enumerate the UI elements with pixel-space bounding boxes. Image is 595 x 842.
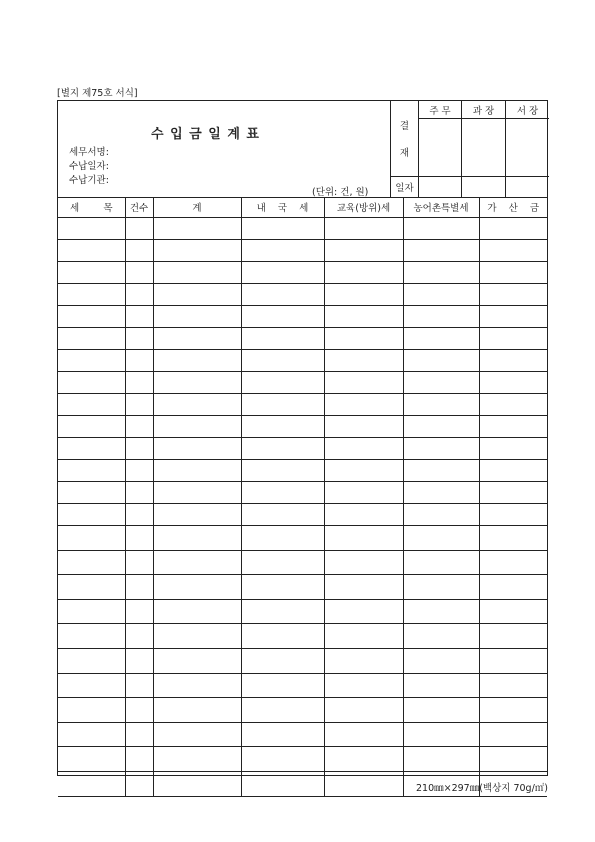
table-header-row xyxy=(58,197,547,218)
table-cell[interactable] xyxy=(403,438,479,460)
table-cell[interactable] xyxy=(153,350,241,372)
table-row xyxy=(58,460,547,482)
col-total: 계 xyxy=(153,197,241,218)
table-cell[interactable] xyxy=(324,240,403,262)
table-cell[interactable] xyxy=(153,504,241,526)
table-cell[interactable] xyxy=(324,526,403,551)
table-cell[interactable] xyxy=(153,460,241,482)
table-cell[interactable] xyxy=(479,575,547,600)
table-cell[interactable] xyxy=(125,747,153,772)
paper-spec: 210㎜×297㎜(백상지 70g/㎡) xyxy=(415,783,548,794)
table-cell[interactable] xyxy=(241,648,324,673)
col-count: 건수 xyxy=(125,197,153,218)
table-cell[interactable] xyxy=(324,262,403,284)
table-cell[interactable] xyxy=(241,240,324,262)
table-cell[interactable] xyxy=(125,328,153,350)
table-cell[interactable] xyxy=(58,526,125,551)
table-row xyxy=(58,482,547,504)
table-cell[interactable] xyxy=(125,575,153,600)
table-cell[interactable] xyxy=(403,306,479,328)
table-row xyxy=(58,575,547,600)
table-cell[interactable] xyxy=(153,416,241,438)
table-cell[interactable] xyxy=(153,624,241,649)
table-cell[interactable] xyxy=(58,504,125,526)
table-cell[interactable] xyxy=(324,747,403,772)
table-row xyxy=(58,438,547,460)
table-cell[interactable] xyxy=(403,328,479,350)
table-cell[interactable] xyxy=(153,526,241,551)
table-cell[interactable] xyxy=(324,328,403,350)
table-cell[interactable] xyxy=(153,698,241,723)
table-cell[interactable] xyxy=(241,575,324,600)
table-cell[interactable] xyxy=(324,438,403,460)
table-cell[interactable] xyxy=(479,218,547,240)
table-row xyxy=(58,648,547,673)
approval-label-top: 결 xyxy=(399,120,410,132)
table-cell[interactable] xyxy=(58,747,125,772)
table-cell[interactable] xyxy=(479,350,547,372)
table-cell[interactable] xyxy=(403,624,479,649)
table-cell[interactable] xyxy=(324,673,403,698)
table-cell[interactable] xyxy=(125,526,153,551)
approval-date-director[interactable] xyxy=(506,177,549,197)
approval-header-director: 서 장 xyxy=(506,101,549,119)
table-cell[interactable] xyxy=(324,394,403,416)
table-row xyxy=(58,599,547,624)
table-row xyxy=(58,328,547,350)
table-cell[interactable] xyxy=(324,648,403,673)
table-cell[interactable] xyxy=(125,372,153,394)
table-cell[interactable] xyxy=(241,438,324,460)
table-cell[interactable] xyxy=(58,673,125,698)
table-cell[interactable] xyxy=(125,438,153,460)
table-cell[interactable] xyxy=(58,262,125,284)
approval-sign-director[interactable] xyxy=(506,119,549,177)
table-cell[interactable] xyxy=(58,648,125,673)
table-cell[interactable] xyxy=(58,722,125,747)
table-cell[interactable] xyxy=(153,771,241,796)
receiving-institution-field[interactable]: 수납기관: xyxy=(69,175,109,186)
table-cell[interactable] xyxy=(241,416,324,438)
table-cell[interactable] xyxy=(324,372,403,394)
col-tax-item: 세 목 xyxy=(58,197,125,218)
table-cell[interactable] xyxy=(241,771,324,796)
col-education-tax: 교육(방위)세 xyxy=(324,197,403,218)
table-cell[interactable] xyxy=(125,722,153,747)
table-cell[interactable] xyxy=(403,526,479,551)
table-cell[interactable] xyxy=(479,624,547,649)
table-cell[interactable] xyxy=(403,482,479,504)
table-cell[interactable] xyxy=(324,698,403,723)
table-cell[interactable] xyxy=(58,575,125,600)
form-number-label: [별지 제75호 서식] xyxy=(57,88,138,99)
table-cell[interactable] xyxy=(479,416,547,438)
table-cell[interactable] xyxy=(58,550,125,575)
table-row xyxy=(58,747,547,772)
table-cell[interactable] xyxy=(153,550,241,575)
table-cell[interactable] xyxy=(479,673,547,698)
table-cell[interactable] xyxy=(241,262,324,284)
table-cell[interactable] xyxy=(125,284,153,306)
table-cell[interactable] xyxy=(58,624,125,649)
table-cell[interactable] xyxy=(153,394,241,416)
table-cell[interactable] xyxy=(403,372,479,394)
table-cell[interactable] xyxy=(479,328,547,350)
table-cell[interactable] xyxy=(403,673,479,698)
table-cell[interactable] xyxy=(479,722,547,747)
table-cell[interactable] xyxy=(324,306,403,328)
table-cell[interactable] xyxy=(324,504,403,526)
table-cell[interactable] xyxy=(241,526,324,551)
daily-revenue-form xyxy=(57,100,548,776)
table-cell[interactable] xyxy=(479,372,547,394)
table-row xyxy=(58,372,547,394)
table-cell[interactable] xyxy=(324,771,403,796)
table-cell[interactable] xyxy=(241,460,324,482)
table-cell[interactable] xyxy=(241,284,324,306)
table-cell[interactable] xyxy=(479,648,547,673)
approval-date-label: 일자 xyxy=(390,177,419,197)
unit-note: (단위: 건, 원) xyxy=(312,187,369,198)
table-cell[interactable] xyxy=(58,416,125,438)
table-cell[interactable] xyxy=(58,284,125,306)
table-row xyxy=(58,698,547,723)
table-cell[interactable] xyxy=(479,438,547,460)
table-row xyxy=(58,218,547,240)
table-cell[interactable] xyxy=(241,482,324,504)
table-cell[interactable] xyxy=(125,218,153,240)
table-cell[interactable] xyxy=(324,416,403,438)
table-cell[interactable] xyxy=(324,599,403,624)
table-cell[interactable] xyxy=(241,306,324,328)
table-cell[interactable] xyxy=(58,698,125,723)
table-cell[interactable] xyxy=(58,372,125,394)
table-cell[interactable] xyxy=(58,482,125,504)
table-cell[interactable] xyxy=(403,416,479,438)
table-cell[interactable] xyxy=(125,240,153,262)
table-cell[interactable] xyxy=(58,771,125,796)
col-rural-special-tax: 농어촌특별세 xyxy=(403,197,479,218)
table-cell[interactable] xyxy=(125,482,153,504)
table-row xyxy=(58,394,547,416)
table-row xyxy=(58,624,547,649)
table-cell[interactable] xyxy=(241,394,324,416)
table-cell[interactable] xyxy=(153,262,241,284)
table-cell[interactable] xyxy=(324,575,403,600)
table-row xyxy=(58,350,547,372)
table-cell[interactable] xyxy=(403,599,479,624)
table-cell[interactable] xyxy=(153,438,241,460)
table-cell[interactable] xyxy=(125,350,153,372)
table-cell[interactable] xyxy=(479,460,547,482)
table-cell[interactable] xyxy=(153,372,241,394)
table-cell[interactable] xyxy=(479,482,547,504)
table-row xyxy=(58,504,547,526)
table-cell[interactable] xyxy=(403,575,479,600)
table-cell[interactable] xyxy=(125,416,153,438)
table-cell[interactable] xyxy=(241,599,324,624)
table-cell[interactable] xyxy=(58,599,125,624)
table-cell[interactable] xyxy=(403,394,479,416)
table-cell[interactable] xyxy=(125,673,153,698)
table-cell[interactable] xyxy=(125,698,153,723)
table-cell[interactable] xyxy=(324,460,403,482)
table-row xyxy=(58,262,547,284)
table-cell[interactable] xyxy=(125,460,153,482)
table-cell[interactable] xyxy=(241,550,324,575)
approval-sign-chief[interactable] xyxy=(419,119,462,177)
table-cell[interactable] xyxy=(58,240,125,262)
table-cell[interactable] xyxy=(479,306,547,328)
table-row xyxy=(58,550,547,575)
table-cell[interactable] xyxy=(479,240,547,262)
table-cell[interactable] xyxy=(324,482,403,504)
receipt-date-field[interactable]: 수납일자: xyxy=(69,161,109,172)
table-cell[interactable] xyxy=(403,284,479,306)
table-cell[interactable] xyxy=(125,504,153,526)
approval-header-section-head: 과 장 xyxy=(462,101,506,119)
approval-date-section-head[interactable] xyxy=(462,177,506,197)
form-header xyxy=(58,101,547,198)
table-row xyxy=(58,284,547,306)
table-cell[interactable] xyxy=(324,218,403,240)
approval-label-bottom: 재 xyxy=(399,148,410,160)
table-cell[interactable] xyxy=(324,722,403,747)
table-cell[interactable] xyxy=(241,504,324,526)
table-cell[interactable] xyxy=(241,372,324,394)
table-cell[interactable] xyxy=(241,350,324,372)
table-cell[interactable] xyxy=(153,218,241,240)
table-cell[interactable] xyxy=(153,575,241,600)
table-row xyxy=(58,526,547,551)
table-cell[interactable] xyxy=(125,771,153,796)
table-cell[interactable] xyxy=(403,460,479,482)
table-cell[interactable] xyxy=(58,328,125,350)
table-cell[interactable] xyxy=(403,747,479,772)
table-cell[interactable] xyxy=(153,599,241,624)
table-cell[interactable] xyxy=(324,624,403,649)
table-cell[interactable] xyxy=(125,306,153,328)
table-cell[interactable] xyxy=(479,698,547,723)
tax-office-field[interactable]: 세무서명: xyxy=(69,147,109,158)
table-cell[interactable] xyxy=(403,350,479,372)
table-cell[interactable] xyxy=(125,550,153,575)
table-cell[interactable] xyxy=(153,722,241,747)
table-row xyxy=(58,240,547,262)
table-cell[interactable] xyxy=(241,218,324,240)
table-cell[interactable] xyxy=(403,722,479,747)
table-cell[interactable] xyxy=(241,673,324,698)
table-cell[interactable] xyxy=(153,482,241,504)
table-row xyxy=(58,722,547,747)
table-cell[interactable] xyxy=(403,240,479,262)
table-cell[interactable] xyxy=(241,624,324,649)
table-cell[interactable] xyxy=(153,673,241,698)
col-additional-charge: 가 산 금 xyxy=(479,197,547,218)
table-cell[interactable] xyxy=(153,648,241,673)
table-cell[interactable] xyxy=(241,747,324,772)
table-cell[interactable] xyxy=(58,350,125,372)
approval-date-chief[interactable] xyxy=(419,177,462,197)
table-cell[interactable] xyxy=(153,747,241,772)
table-cell[interactable] xyxy=(153,240,241,262)
table-cell[interactable] xyxy=(58,394,125,416)
table-cell[interactable] xyxy=(125,262,153,284)
table-cell[interactable] xyxy=(241,722,324,747)
table-cell[interactable] xyxy=(324,550,403,575)
col-domestic-tax: 내 국 세 xyxy=(241,197,324,218)
table-cell[interactable] xyxy=(241,698,324,723)
approval-sign-section-head[interactable] xyxy=(462,119,506,177)
table-cell[interactable] xyxy=(403,218,479,240)
table-cell[interactable] xyxy=(479,504,547,526)
table-cell[interactable] xyxy=(479,599,547,624)
approval-label xyxy=(390,101,419,177)
table-cell[interactable] xyxy=(125,648,153,673)
approval-box xyxy=(390,101,549,197)
table-cell[interactable] xyxy=(479,550,547,575)
table-cell[interactable] xyxy=(324,350,403,372)
table-cell[interactable] xyxy=(125,394,153,416)
table-cell[interactable] xyxy=(153,284,241,306)
table-cell[interactable] xyxy=(241,328,324,350)
table-cell[interactable] xyxy=(403,504,479,526)
table-cell[interactable] xyxy=(125,599,153,624)
table-cell[interactable] xyxy=(153,328,241,350)
table-row xyxy=(58,306,547,328)
table-cell[interactable] xyxy=(58,218,125,240)
table-cell[interactable] xyxy=(403,262,479,284)
table-cell[interactable] xyxy=(125,624,153,649)
approval-header-chief: 주 무 xyxy=(419,101,462,119)
table-cell[interactable] xyxy=(58,306,125,328)
form-title: 수 입 금 일 계 표 xyxy=(151,127,260,142)
table-cell[interactable] xyxy=(403,550,479,575)
table-cell[interactable] xyxy=(479,284,547,306)
table-cell[interactable] xyxy=(403,698,479,723)
table-row xyxy=(58,673,547,698)
table-cell[interactable] xyxy=(479,262,547,284)
table-cell[interactable] xyxy=(58,460,125,482)
table-cell[interactable] xyxy=(479,747,547,772)
table-cell[interactable] xyxy=(58,438,125,460)
revenue-table xyxy=(58,197,547,797)
table-row xyxy=(58,416,547,438)
table-cell[interactable] xyxy=(479,526,547,551)
table-cell[interactable] xyxy=(153,306,241,328)
table-cell[interactable] xyxy=(479,394,547,416)
table-cell[interactable] xyxy=(403,648,479,673)
table-cell[interactable] xyxy=(324,284,403,306)
